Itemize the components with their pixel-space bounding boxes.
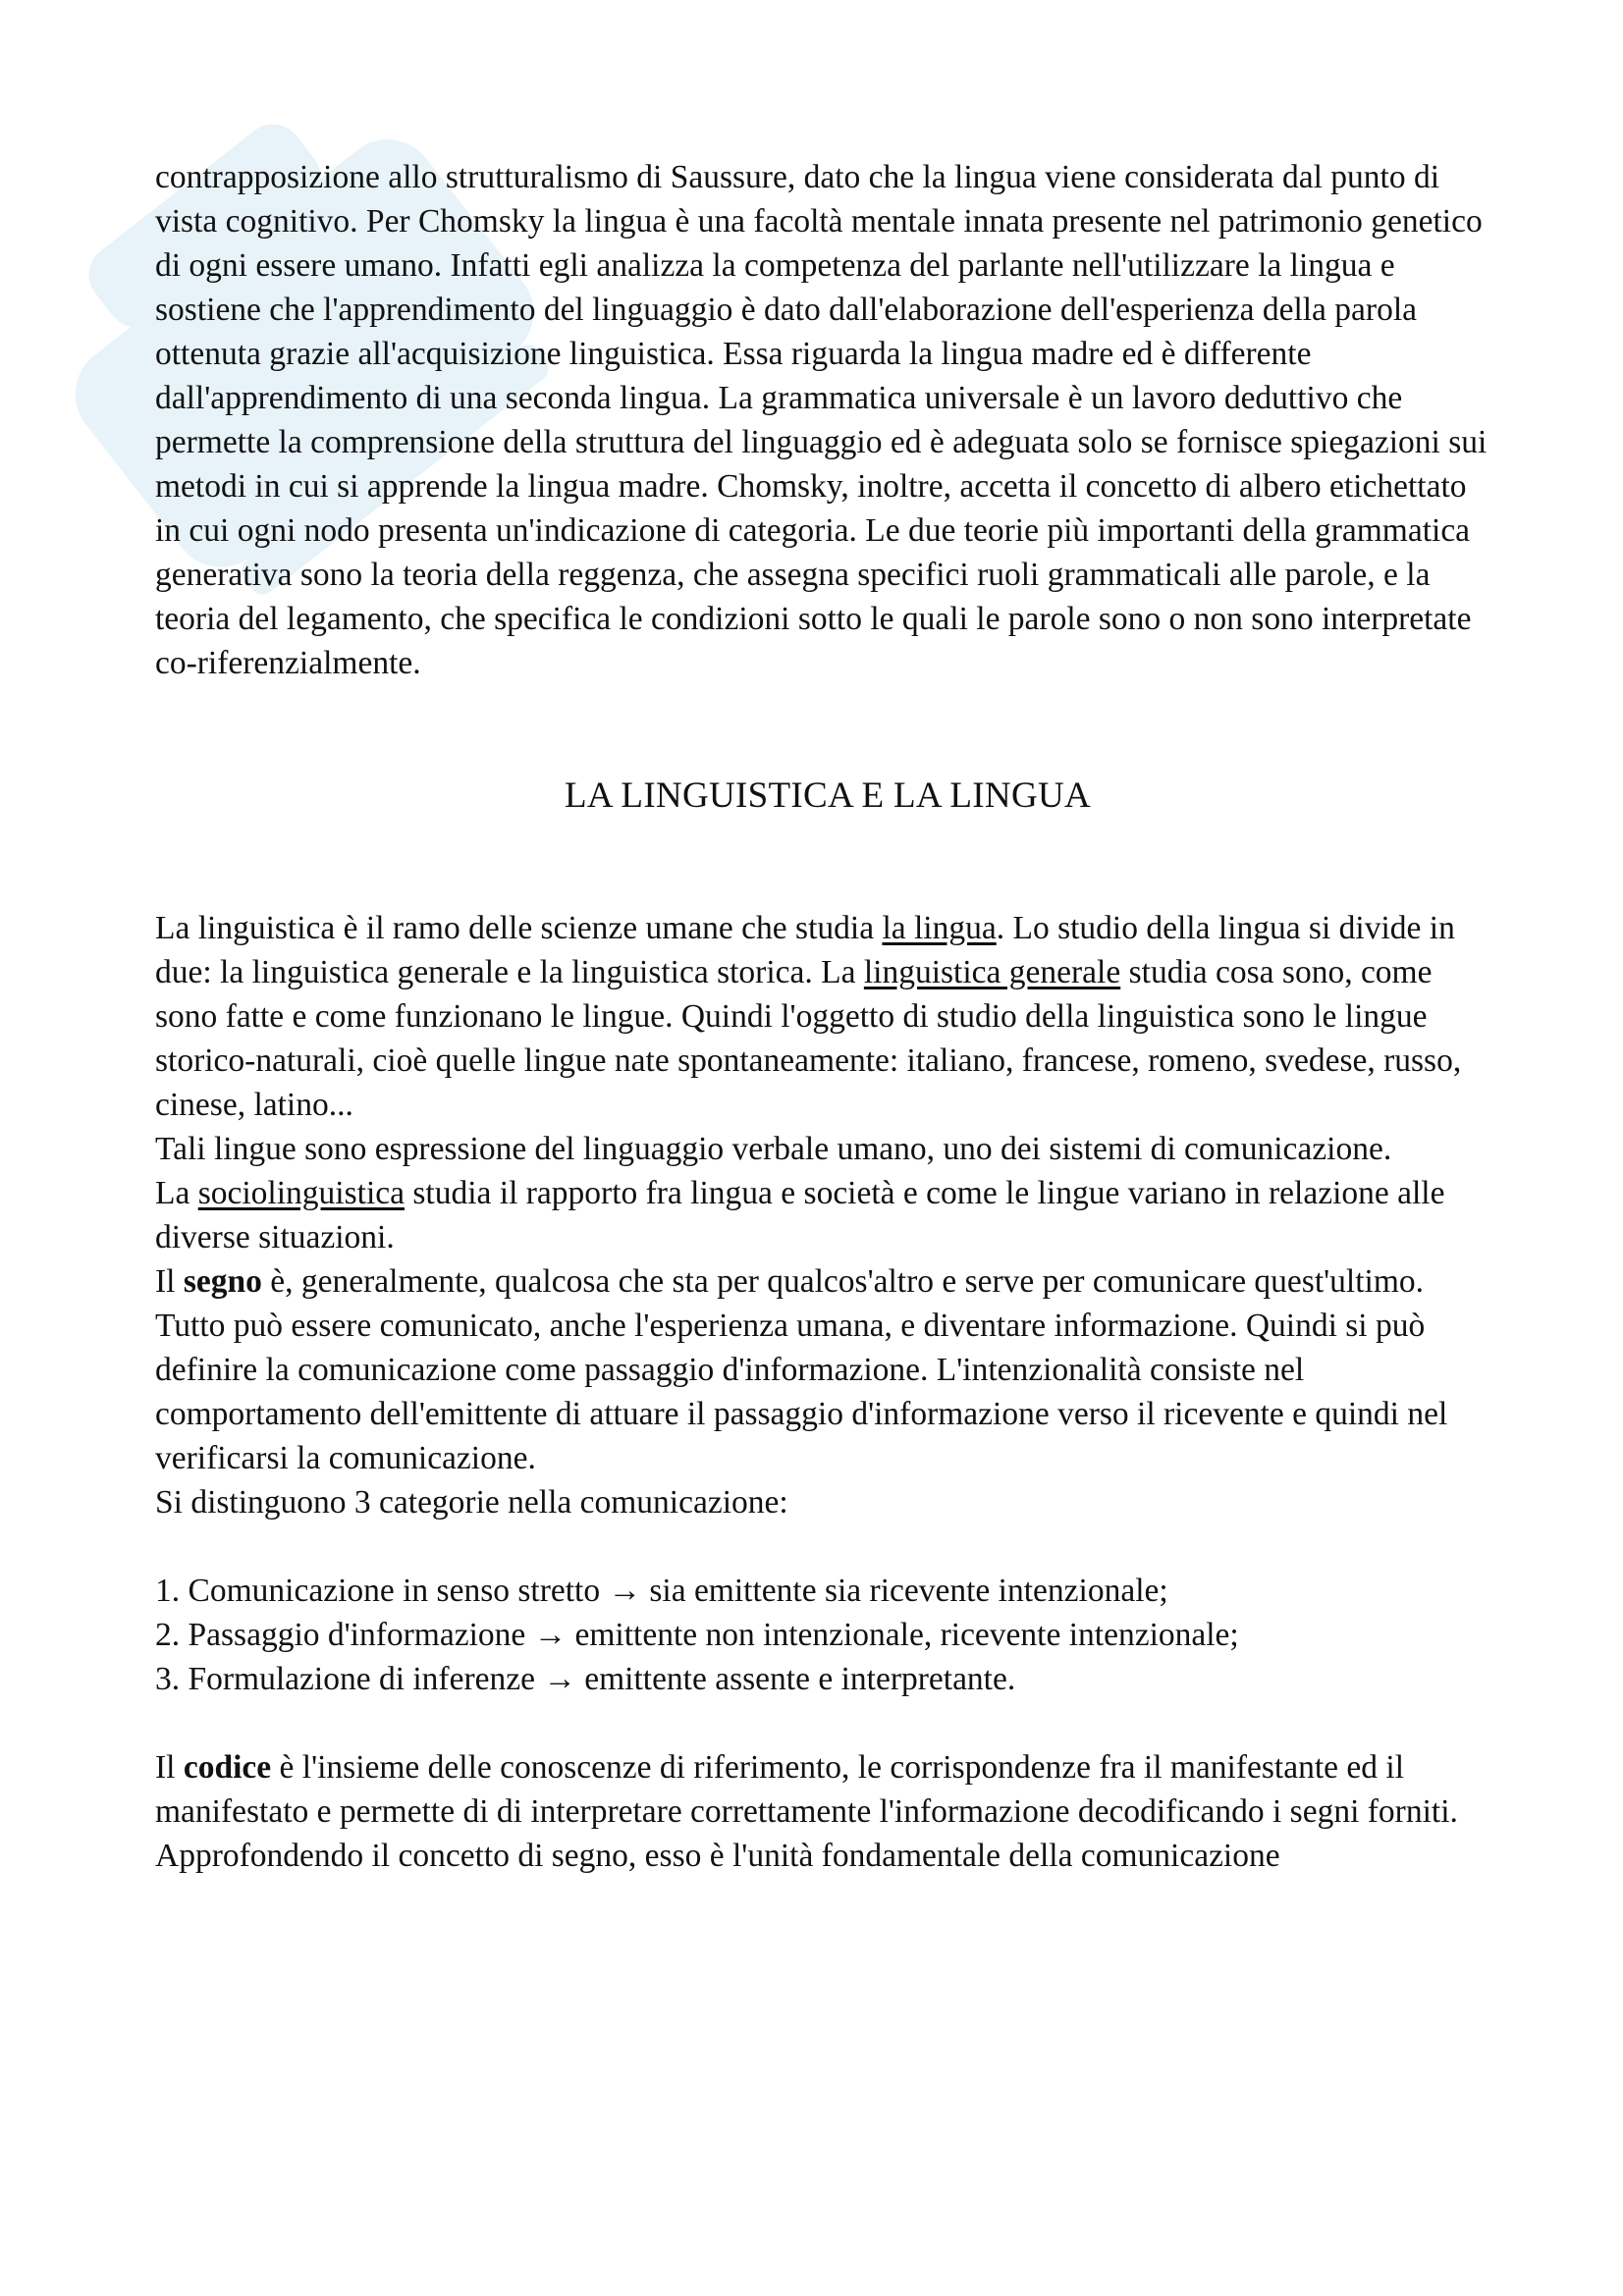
paragraph-linguistica bbox=[155, 906, 1490, 1127]
paragraph-codice bbox=[155, 1745, 1490, 1834]
list-item: 3. Formulazione di inferenze → emittente assente e interpretante. bbox=[155, 1661, 1016, 1697]
paragraph-intro: contrapposizione allo strutturalismo di Saussure, dato che la lingua viene considerata dal punto di vista cognitivo. Per Chomsky la lingua è una facoltà mentale innata presente nel patrimonio genetico di ogni essere umano. Infatti egli analizza la competenza del parlante nell'utilizzare la lingua e sostiene che l'apprendimento del linguaggio è dato dall'elaborazione dell'esperienza della parola ottenuta grazie all'acquisizione linguistica. Essa riguarda la lingua madre ed è differente dall'apprendimento di una seconda lingua. La grammatica universale è un lavoro deduttivo che permette la comprensione della struttura del linguaggio ed è adeguata solo se fornisce spiegazioni sui metodi in cui si apprende la lingua madre. Chomsky, inoltre, accetta il concetto di albero etichettato in cui ogni nodo presenta un'indicazione di categoria. Le due teorie più importanti della grammatica generativa sono la teoria della reggenza, che assegna specifici ruoli grammaticali alle parole, e la teoria del legamento, che specifica le condizioni sotto le quali le parole sono o non sono interpretate co-riferenzialmente. bbox=[155, 159, 1488, 681]
text-segment: è, generalmente, qualcosa che sta per qualcos'altro e serve per comunicare quest'ultimo. Tutto può essere comunicato, anche l'esperienza umana, e diventare informazione. Quindi si può definire la comunicazione come passaggio d'informazione. L'intenzionalità consiste nel comportamento dell'emittente di attuare il passaggio d'informazione verso il ricevente e quindi nel verificarsi la comunicazione. bbox=[155, 1263, 1448, 1476]
text-segment: La linguistica è il ramo delle scienze umane che studia bbox=[155, 910, 883, 946]
underlined-term-linguistica-generale: linguistica generale bbox=[863, 954, 1121, 990]
section-heading: LA LINGUISTICA E LA LINGUA bbox=[564, 775, 1092, 816]
text-segment: Il bbox=[155, 1749, 184, 1786]
paragraph-segno bbox=[155, 1259, 1490, 1480]
paragraph-approfondendo: Approfondendo il concetto di segno, esso è l'unità fondamentale della comunicazione bbox=[155, 1838, 1280, 1874]
numbered-list bbox=[155, 1569, 1490, 1701]
document-body bbox=[155, 155, 1490, 1878]
bold-term-codice: codice bbox=[183, 1749, 272, 1786]
paragraph-tali: Tali lingue sono espressione del linguaggio verbale umano, uno dei sistemi di comunicazione. bbox=[155, 1131, 1392, 1167]
text-segment: studia il rapporto fra lingua e società e come le lingue variano in relazione alle diverse situazioni. bbox=[155, 1175, 1445, 1255]
text-segment: Il bbox=[155, 1263, 184, 1300]
list-item: 1. Comunicazione in senso stretto → sia emittente sia ricevente intenzionale; bbox=[155, 1573, 1168, 1609]
text-segment: studia cosa sono, come sono fatte e come funzionano le lingue. Quindi l'oggetto di studio della linguistica sono le lingue storico-naturali, cioè quelle lingue nate spontaneamente: italiano, francese, romeno, svedese, russo, cinese, latino... bbox=[155, 954, 1462, 1123]
list-item: 2. Passaggio d'informazione → emittente non intenzionale, ricevente intenzionale; bbox=[155, 1617, 1239, 1653]
underlined-term-sociolinguistica: sociolinguistica bbox=[197, 1175, 405, 1211]
underlined-term-la-lingua: la lingua bbox=[882, 910, 997, 946]
bold-term-segno: segno bbox=[183, 1263, 262, 1300]
paragraph-sociolinguistica bbox=[155, 1171, 1490, 1259]
text-segment: . Lo studio della lingua si divide in due: la linguistica generale e la linguistica storica. La bbox=[155, 910, 1455, 990]
paragraph-categorie: Si distinguono 3 categorie nella comunicazione: bbox=[155, 1484, 788, 1521]
text-segment: è l'insieme delle conoscenze di riferimento, le corrispondenze fra il manifestante ed il manifestato e permette di di interpretare correttamente l'informazione decodificando i segni forniti. bbox=[155, 1749, 1458, 1830]
text-segment: La bbox=[155, 1175, 198, 1211]
